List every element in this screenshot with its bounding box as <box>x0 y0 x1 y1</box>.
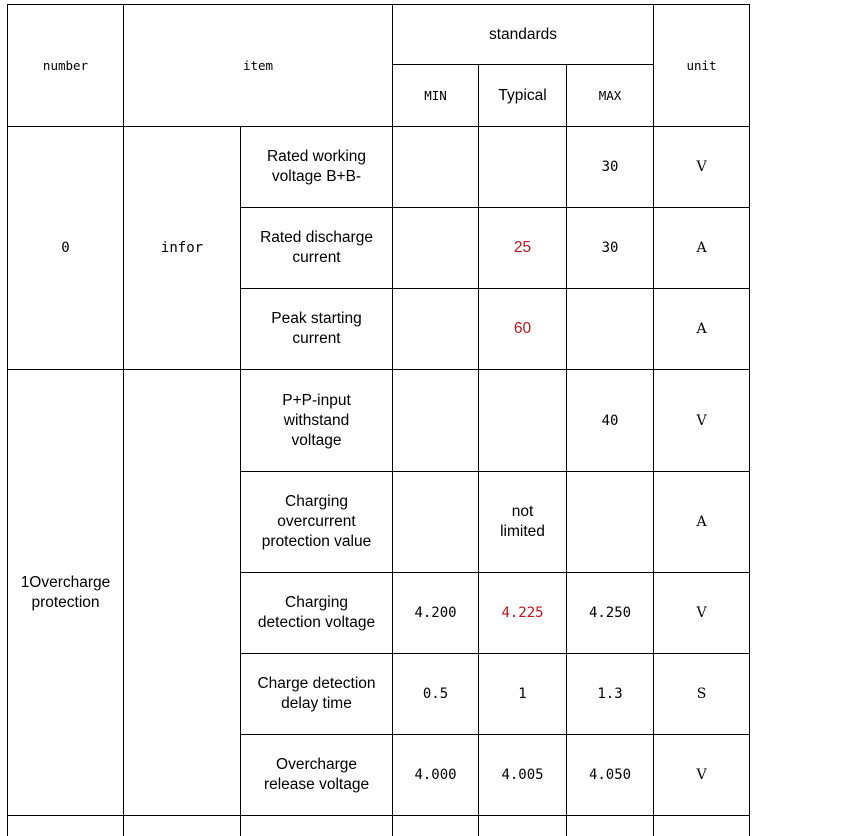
min-value: 4.000 <box>393 735 479 816</box>
partial-cell <box>8 816 124 836</box>
unit-value: V <box>654 573 750 654</box>
partial-cell <box>479 816 567 836</box>
unit-value: V <box>654 370 750 472</box>
min-value <box>393 289 479 370</box>
unit-value: V <box>654 127 750 208</box>
group-number: 1Overcharge protection <box>8 370 124 816</box>
table-row <box>8 370 750 472</box>
unit-value: A <box>654 472 750 573</box>
group-category: infor <box>124 127 241 370</box>
header-min: MIN <box>393 65 479 127</box>
max-value: 1.3 <box>567 654 654 735</box>
typical-value: 4.225 <box>479 573 567 654</box>
group-number: 0 <box>8 127 124 370</box>
item-label: Charging overcurrent protection value <box>241 472 393 573</box>
max-value: 40 <box>567 370 654 472</box>
min-value: 4.200 <box>393 573 479 654</box>
typical-value: 1 <box>479 654 567 735</box>
item-label: Charging detection voltage <box>241 573 393 654</box>
unit-value: S <box>654 654 750 735</box>
min-value <box>393 472 479 573</box>
header-typical: Typical <box>479 65 567 127</box>
header-max: MAX <box>567 65 654 127</box>
partial-cell <box>124 816 241 836</box>
item-label: Overcharge release voltage <box>241 735 393 816</box>
partial-cell <box>567 816 654 836</box>
header-item: item <box>124 5 393 127</box>
partial-cell <box>654 816 750 836</box>
header-row-1 <box>8 5 750 65</box>
min-value: 0.5 <box>393 654 479 735</box>
partial-cell <box>393 816 479 836</box>
max-value <box>567 289 654 370</box>
item-label: Rated discharge current <box>241 208 393 289</box>
table-row <box>8 127 750 208</box>
header-standards: standards <box>393 5 654 65</box>
header-number: number <box>8 5 124 127</box>
item-label: Peak starting current <box>241 289 393 370</box>
group-category <box>124 370 241 816</box>
unit-value: A <box>654 208 750 289</box>
unit-value: A <box>654 289 750 370</box>
item-label: Rated working voltage B+B- <box>241 127 393 208</box>
typical-value: 60 <box>479 289 567 370</box>
min-value <box>393 127 479 208</box>
min-value <box>393 208 479 289</box>
typical-value: 25 <box>479 208 567 289</box>
max-value: 4.250 <box>567 573 654 654</box>
typical-value: 4.005 <box>479 735 567 816</box>
max-value <box>567 472 654 573</box>
item-label: Charge detection delay time <box>241 654 393 735</box>
typical-value: not limited <box>479 472 567 573</box>
item-label: P+P-input withstand voltage <box>241 370 393 472</box>
min-value <box>393 370 479 472</box>
typical-value <box>479 127 567 208</box>
max-value: 4.050 <box>567 735 654 816</box>
header-unit: unit <box>654 5 750 127</box>
spec-table <box>7 4 750 836</box>
table-row-partial <box>8 816 750 836</box>
typical-value <box>479 370 567 472</box>
unit-value: V <box>654 735 750 816</box>
max-value: 30 <box>567 208 654 289</box>
max-value: 30 <box>567 127 654 208</box>
partial-cell <box>241 816 393 836</box>
